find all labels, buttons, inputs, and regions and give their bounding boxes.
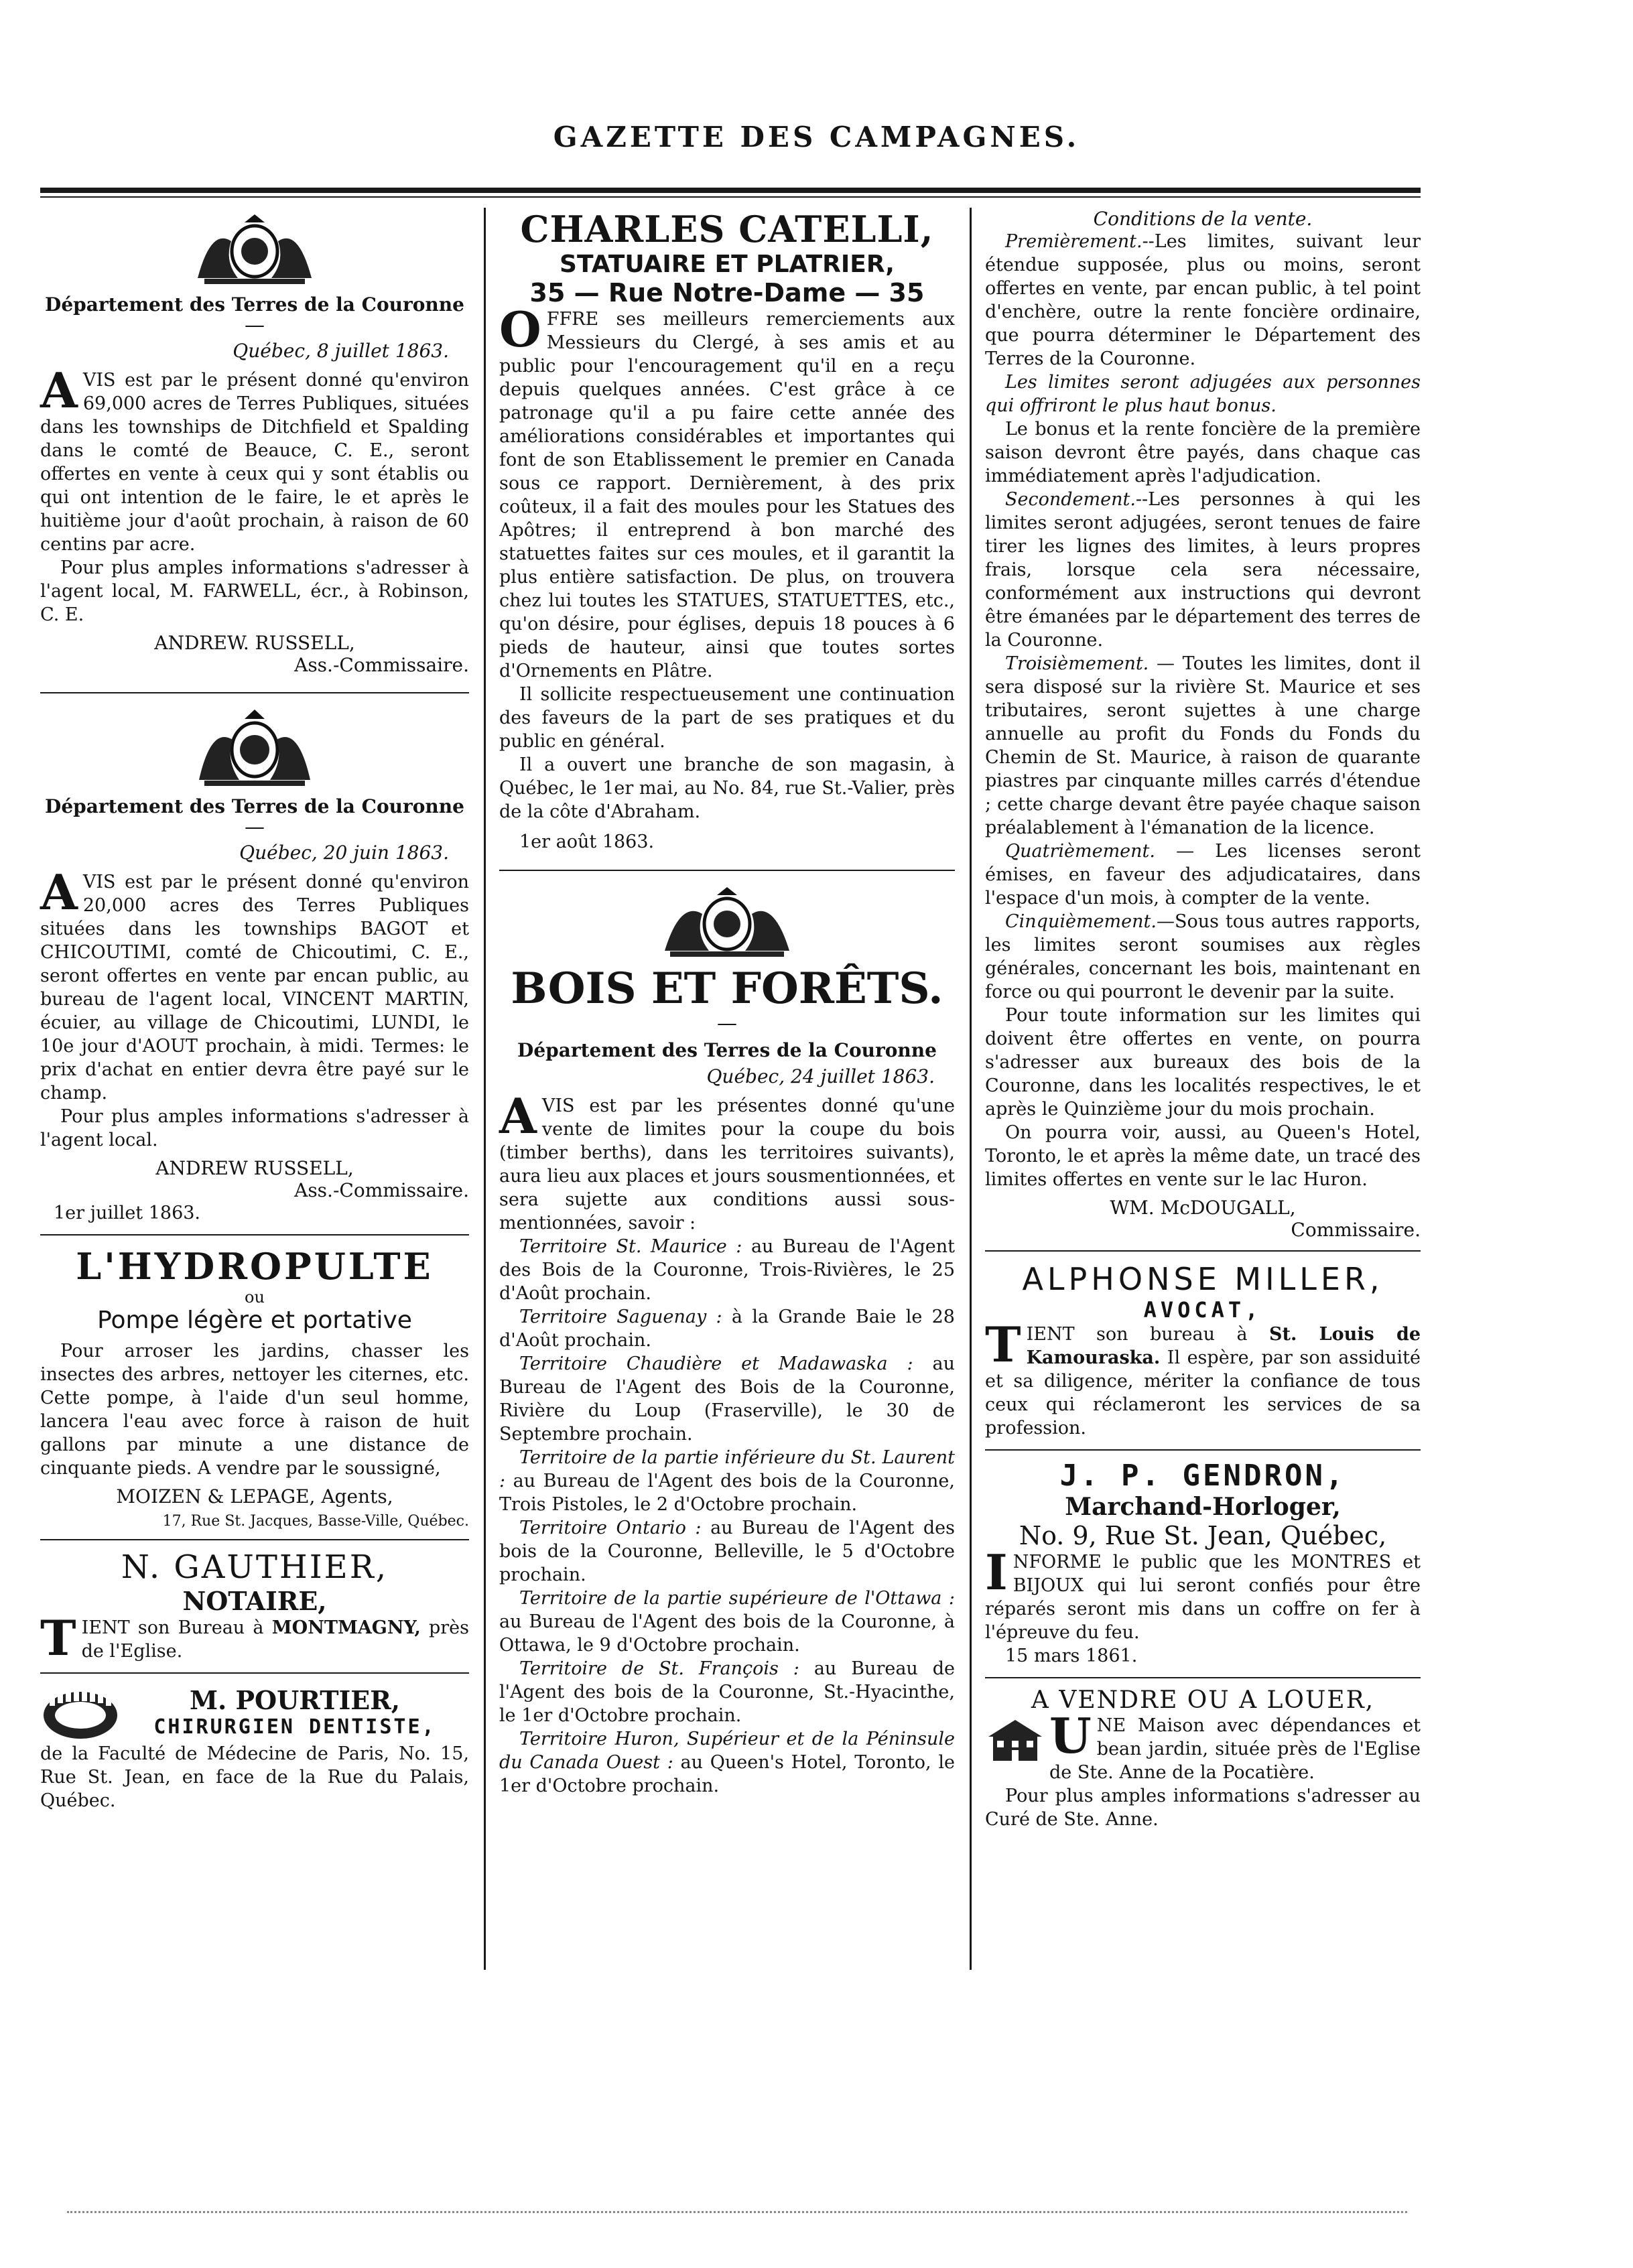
ad-text-2: Il sollicite respectueusement une continuation des faveurs de la part de ses pratiques et du public en général.: [499, 684, 955, 752]
ad-name: J. P. GENDRON,: [1059, 1459, 1346, 1493]
ad-text: NE Maison avec dépendances et bean jardin, située près de l'Eglise de Ste. Anne de la Pocatière.: [1049, 1715, 1421, 1783]
territory-name: Territoire St. Maurice :: [519, 1236, 742, 1257]
clause-text: --Les personnes à qui les limites seront adjugées, seront tenues de faire tirer les lignes des limites, à leurs propres frais, lorsque cela sera nécessaire, conformément aux instructions qui devront être émanées par le département des terres de la Couronne.: [985, 489, 1421, 651]
ad-name: CHARLES CATELLI,: [520, 208, 934, 251]
ad-name: ALPHONSE MILLER,: [1022, 1261, 1384, 1297]
ad-location: MONTMAGNY,: [271, 1617, 421, 1638]
notice-date: Québec, 20 juin 1863.: [239, 842, 449, 864]
signature-title: Ass.-Commissaire.: [294, 654, 469, 676]
royal-crest-icon: [650, 887, 804, 961]
territory-text: à la Grande Baie le 28 d'Août prochain.: [499, 1307, 955, 1351]
territory-text: au Bureau de l'Agent des bois de la Couronne, Trois Pistoles, le 2 d'Octobre prochain.: [499, 1471, 955, 1515]
divider: [40, 1234, 469, 1236]
notice-text: VIS est par le présent donné qu'environ 20,000 acres des Terres Publiques situées dans les townships BAGOT et CHICOUTIMI, comté de Chicoutimi, C. E., seront offertes en vente par encan public, au bureau de l'agent local, VINCENT MARTIN, écuier, au village de Chicoutimi, LUNDI, le 10e jour d'AOUT prochain, à midi. Termes: le prix d'achat en entier devra être payé sur le champ.: [40, 872, 469, 1104]
ad-text: IENT son Bureau à: [81, 1617, 272, 1638]
department-heading: Département des Terres de la Couronne: [45, 795, 464, 817]
clause-text: — Toutes les limites, dont il sera disposé sur la rivière St. Maurice et ses tributaires, seront sujettes à une charge annuelle au profit du Fonds du Fonds du Chemin de St. Maurice, à raison de quarante piastres par cinquante milles carrés d'étendue ; cette charge devant être payée chaque saison préalablement à l'émanation de la licence.: [985, 653, 1421, 838]
drop-cap: T: [985, 1316, 1021, 1373]
territory-item: [499, 1352, 955, 1446]
drop-cap: A: [40, 864, 78, 921]
gauthier-ad: [40, 1548, 470, 1666]
territory-item: [499, 1446, 955, 1516]
royal-crest-icon: [184, 214, 325, 288]
signature-name: WM. McDOUGALL,: [1110, 1197, 1296, 1219]
drop-cap: I: [985, 1544, 1008, 1601]
ad-text: IENT son bureau à: [1026, 1324, 1269, 1345]
ad-agents: MOIZEN & LEPAGE, Agents,: [116, 1485, 393, 1508]
divider: [985, 1677, 1421, 1678]
ad-profession: STATUAIRE ET PLATRIER,: [560, 251, 895, 278]
bois-forets-notice: [499, 887, 955, 1798]
notice-text: VIS est par les présentes donné qu'une vente de limites pour la coupe du bois (timber berths), dans les territoires suivants), aura lieu aux places et jours sousmentionnées, et sera sujette aux conditions aussi sous-mentionnées, savoir :: [499, 1095, 955, 1233]
ad-or: ou: [245, 1288, 265, 1307]
ad-text-end: Il espère, par son assiduité et sa diligence, mériter la confiance de tous ceux qui réclameront les services de sa profession.: [985, 1347, 1421, 1439]
clause-lead: Premièrement.: [1005, 231, 1142, 252]
divider: [985, 1250, 1421, 1252]
ad-dated: 1er août 1863.: [519, 831, 655, 852]
ad-address: 17, Rue St. Jacques, Basse-Ville, Québec.: [162, 1513, 469, 1530]
column-middle: [499, 208, 955, 2047]
notice-text: VIS est par le présent donné qu'environ 69,000 acres de Terres Publiques, situées dans les townships de Ditchfield et Spalding dans le comté de Beauce, C. E., seront offertes en vente à ceux qui y sont établis ou qui ont intention de le faire, le et après le huitième jour d'août prochain, à raison de 60 centins par acre.: [40, 370, 469, 555]
column-divider: [970, 208, 972, 1970]
ad-profession: AVOCAT,: [1143, 1297, 1262, 1323]
house-icon: [985, 1717, 1045, 1763]
signature-name: ANDREW RUSSELL,: [155, 1157, 354, 1179]
territory-item: [499, 1727, 955, 1798]
territory-name: Territoire de la partie supérieure de l'Ottawa :: [519, 1588, 955, 1609]
territory-text: au Bureau de l'Agent des bois de la Couronne, à Ottawa, le 9 d'Octobre prochain.: [499, 1611, 955, 1656]
territory-item: [499, 1587, 955, 1657]
ad-name: M. POURTIER,: [189, 1685, 401, 1715]
territory-name: Territoire Chaudière et Madawaska :: [519, 1353, 913, 1374]
ad-address: 35 — Rue Notre-Dame — 35: [529, 278, 925, 308]
clause-text: --Les limites, suivant leur étendue supposée, plus ou moins, seront offertes en vente, par encan public, à tel point d'enchère, outre la rente foncière ordinaire, que pourra déterminer le Département des Terres de la Couronne.: [985, 231, 1421, 369]
dentures-icon: [40, 1682, 121, 1742]
header-rule-thin: [40, 196, 1421, 198]
column-right: [985, 208, 1421, 2047]
notice-date: Québec, 8 juillet 1863.: [233, 340, 449, 362]
ad-text: Pour arroser les jardins, chasser les insectes des arbres, nettoyer les citernes, etc. Cette pompe, à l'aide d'un seul homme, lancera l'eau avec force à raison de huit gallons par minute a une distance de cinquante pieds. A vendre par le soussigné,: [40, 1341, 469, 1479]
territory-item: [499, 1305, 955, 1352]
signature-title: Commissaire.: [1291, 1219, 1421, 1241]
divider: [499, 870, 955, 871]
catelli-ad: [499, 208, 955, 854]
territory-item: [499, 1516, 955, 1587]
notice-dated: 1er juillet 1863.: [54, 1203, 201, 1223]
miller-ad: [985, 1261, 1421, 1440]
notice-contact: Pour plus amples informations s'adresser à l'agent local, M. FARWELL, écr., à Robinson, C. E.: [40, 557, 469, 625]
territory-item: [499, 1657, 955, 1727]
clause-lead: Cinquièmement.: [1005, 911, 1157, 932]
drop-cap: A: [40, 362, 78, 419]
divider: [40, 692, 469, 693]
crown-lands-notice-1: [40, 214, 469, 676]
drop-cap: O: [499, 301, 541, 358]
divider: [985, 1449, 1421, 1451]
column-divider: [484, 208, 486, 1970]
page-title: GAZETTE DES CAMPAGNES.: [553, 121, 1080, 153]
ad-profession: NOTAIRE,: [182, 1586, 327, 1616]
territory-text: au Queen's Hotel, Toronto, le 1er d'Octobre prochain.: [499, 1752, 955, 1796]
pourtier-ad: [40, 1682, 469, 1812]
notice-title: BOIS ET FORÊTS.: [511, 963, 943, 1014]
territory-text: au Bureau de l'Agent des bois de la Couronne, Belleville, le 5 d'Octobre prochain.: [499, 1518, 955, 1585]
ad-text-2: Pour plus amples informations s'adresser au Curé de Ste. Anne.: [985, 1786, 1421, 1830]
clause-text: Les limites seront adjugées aux personnes qui offriront le plus haut bonus.: [985, 372, 1421, 416]
ad-location: St. Louis de Kamouraska.: [1026, 1324, 1421, 1368]
territory-name: Territoire de St. François :: [519, 1658, 799, 1679]
signature-title: Ass.-Commissaire.: [294, 1179, 469, 1201]
ad-text: FFRE ses meilleurs remerciements aux Messieurs du Clergé, à ses amis et au public pour l'encouragement qu'il en a reçu depuis quelques années. C'est grâce à ce patronage qu'il a pu faire cette année des améliorations considérables et importantes qui font de son Etablissement le premier en Canada sous ce rapport. Dernièrement, à des prix coûteux, il a fait des moules pour les Statues des Apôtres; il entreprend à bon marché des statuettes faites sur ces moules, et il garantit la plus entière satisfaction. De plus, on trouvera chez lui toutes les STATUES, STATUETTES, etc., qu'on désire, pour églises, depuis 18 pouces à 6 pieds de hauteur, ainsi que toutes sortes d'Ornements en Plâtre.: [499, 309, 955, 681]
column-left: [40, 208, 469, 2047]
territory-text: au Bureau de l'Agent des Bois de la Couronne, Rivière du Loup (Fraserville), le 30 de Septembre prochain.: [499, 1353, 955, 1445]
territory-name: Territoire Ontario :: [519, 1518, 702, 1538]
department-heading: Département des Terres de la Couronne: [517, 1039, 937, 1061]
royal-crest-icon: [184, 710, 325, 790]
clause-lead: Quatrièmement.: [1005, 841, 1155, 862]
hydropulte-ad: [40, 1245, 469, 1530]
territory-name: Territoire de la partie inférieure du St. Laurent :: [499, 1447, 955, 1491]
ad-name: N. GAUTHIER,: [121, 1548, 389, 1586]
territory-item: [499, 1235, 955, 1305]
crown-lands-notice-2: [40, 710, 469, 1225]
dash-separator: —: [717, 1012, 737, 1035]
divider: [40, 1672, 469, 1674]
dash-separator: —: [245, 815, 265, 839]
section-title: Conditions de la vente.: [1093, 208, 1313, 230]
territory-text: au Bureau de l'Agent des Bois de la Couronne, Trois-Rivières, le 25 d'Août prochain.: [499, 1236, 955, 1304]
clause-text: Pour toute information sur les limites qui doivent être offertes en vente, on pourra s'adresser aux bureaux des bois de la Couronne, dans les localités respectives, le et après le Quinzième jour du mois prochain.: [985, 1005, 1421, 1120]
territory-text: au Bureau de l'Agent des bois de la Couronne, St.-Hyacinthe, le 1er d'Octobre prochain.: [499, 1658, 955, 1726]
ad-text: de la Faculté de Médecine de Paris, No. 15, Rue St. Jean, en face de la Rue du Palais, Québec.: [40, 1743, 469, 1811]
ad-profession: CHIRURGIEN DENTISTE,: [153, 1715, 436, 1739]
territory-name: Territoire Huron, Supérieur et de la Péninsule du Canada Ouest :: [499, 1729, 955, 1773]
ad-subtitle: Pompe légère et portative: [97, 1307, 412, 1334]
ad-title: A VENDRE OU A LOUER,: [1031, 1686, 1375, 1714]
footer-noise: [67, 2211, 1407, 2216]
clause-lead: Troisièmement.: [1005, 653, 1149, 674]
drop-cap: U: [1049, 1707, 1092, 1764]
divider: [40, 1539, 469, 1540]
clause-text: — Les licenses seront émises, en faveur des adjudicataires, dans l'espace d'un mois, à compter de la vente.: [985, 841, 1421, 909]
clause-text: Le bonus et la rente foncière de la première saison devront être payés, dans chaque cas immédiatement après l'adjudication.: [985, 419, 1421, 486]
header-rule: [40, 188, 1421, 193]
drop-cap: T: [40, 1609, 76, 1666]
dash-separator: —: [245, 314, 265, 337]
ad-text-end: près de l'Eglise.: [81, 1617, 470, 1662]
ad-dated: 15 mars 1861.: [1005, 1646, 1138, 1666]
ad-title: L'HYDROPULTE: [76, 1245, 434, 1288]
ad-text: NFORME le public que les MONTRES et BIJOUX qui lui seront confiés pour être réparés seront mis dans un coffre on fer à l'épreuve du feu.: [985, 1552, 1421, 1643]
ad-address: No. 9, Rue St. Jean, Québec,: [1019, 1521, 1387, 1550]
notice-contact: Pour plus amples informations s'adresser à l'agent local.: [40, 1106, 469, 1150]
territory-name: Territoire Saguenay :: [519, 1307, 722, 1327]
ad-text-3: Il a ouvert une branche de son magasin, à Québec, le 1er mai, au No. 84, rue St.-Valier, près de la côte d'Abraham.: [499, 754, 955, 822]
clause-lead: Secondement.: [1005, 489, 1136, 510]
gendron-ad: [985, 1459, 1421, 1668]
drop-cap: A: [499, 1087, 537, 1144]
conditions-of-sale: [985, 208, 1421, 1241]
notice-date: Québec, 24 juillet 1863.: [706, 1065, 935, 1087]
clause-text: —Sous tous autres rapports, les limites seront soumises aux règles générales, concernant les bois, maintenant en force ou qui pourront le devenir par la suite.: [985, 911, 1421, 1002]
signature-name: ANDREW. RUSSELL,: [154, 632, 355, 654]
department-heading: Département des Terres de la Couronne: [45, 293, 464, 316]
vendre-ad: [985, 1686, 1421, 1831]
ad-profession: Marchand-Horloger,: [1065, 1493, 1341, 1521]
clause-text: On pourra voir, aussi, au Queen's Hotel, Toronto, le et après la même date, un tracé des limites offertes en vente sur le lac Huron.: [985, 1122, 1421, 1190]
